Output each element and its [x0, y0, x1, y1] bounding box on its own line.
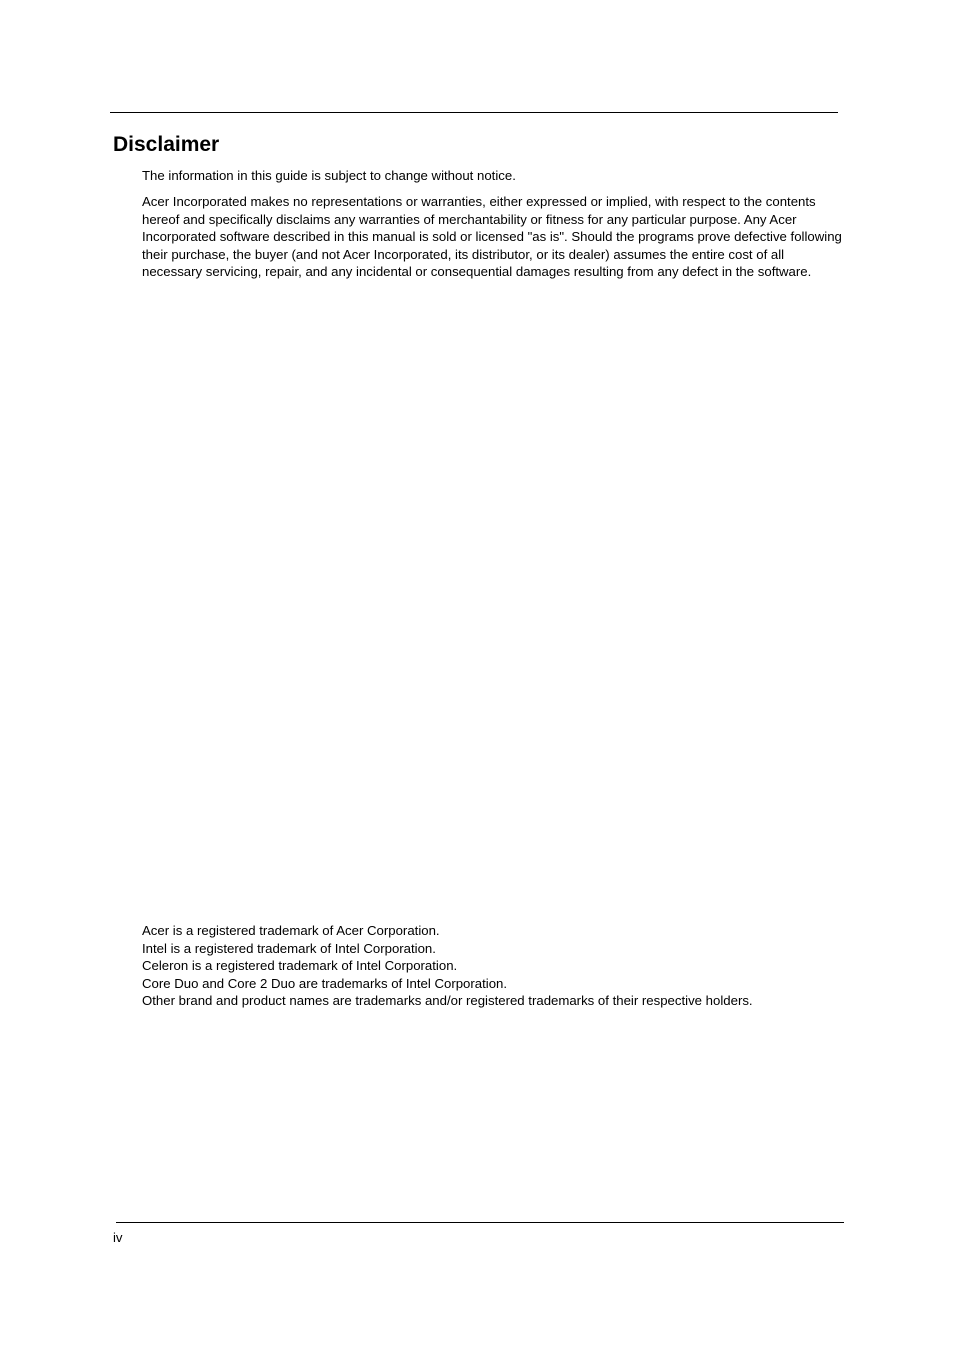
- header-rule: [110, 112, 838, 113]
- warranty-disclaimer-paragraph: Acer Incorporated makes no representations or warranties, either expressed or implied, with respect to the contents hereof and specifically disclaims any warranties of merchantability or fitness for any particular purpose. Any Acer Incorporated software described in this manual is sold or licensed "as is". Should the programs prove defective following their purchase, the buyer (and not Acer Incorporated, its distributor, or its dealer) assumes the entire cost of all necessary servicing, repair, and any incidental or consequential damages resulting from any defect in the software.: [142, 194, 842, 280]
- trademark-item: Core Duo and Core 2 Duo are trademarks of Intel Corporation.: [142, 975, 508, 991]
- page-title: Disclaimer: [113, 133, 220, 156]
- trademark-item: Other brand and product names are trademarks and/or registered trademarks of their respective holders.: [142, 993, 753, 1009]
- footer-rule: [116, 1222, 844, 1223]
- page-number: iv: [113, 1230, 123, 1245]
- trademark-item: Acer is a registered trademark of Acer Corporation.: [142, 923, 440, 938]
- notice-paragraph: The information in this guide is subject to change without notice.: [142, 168, 516, 183]
- trademark-list: [142, 922, 753, 1010]
- trademark-item: Intel is a registered trademark of Intel Corporation.: [142, 940, 436, 956]
- trademark-item: Celeron is a registered trademark of Intel Corporation.: [142, 958, 458, 974]
